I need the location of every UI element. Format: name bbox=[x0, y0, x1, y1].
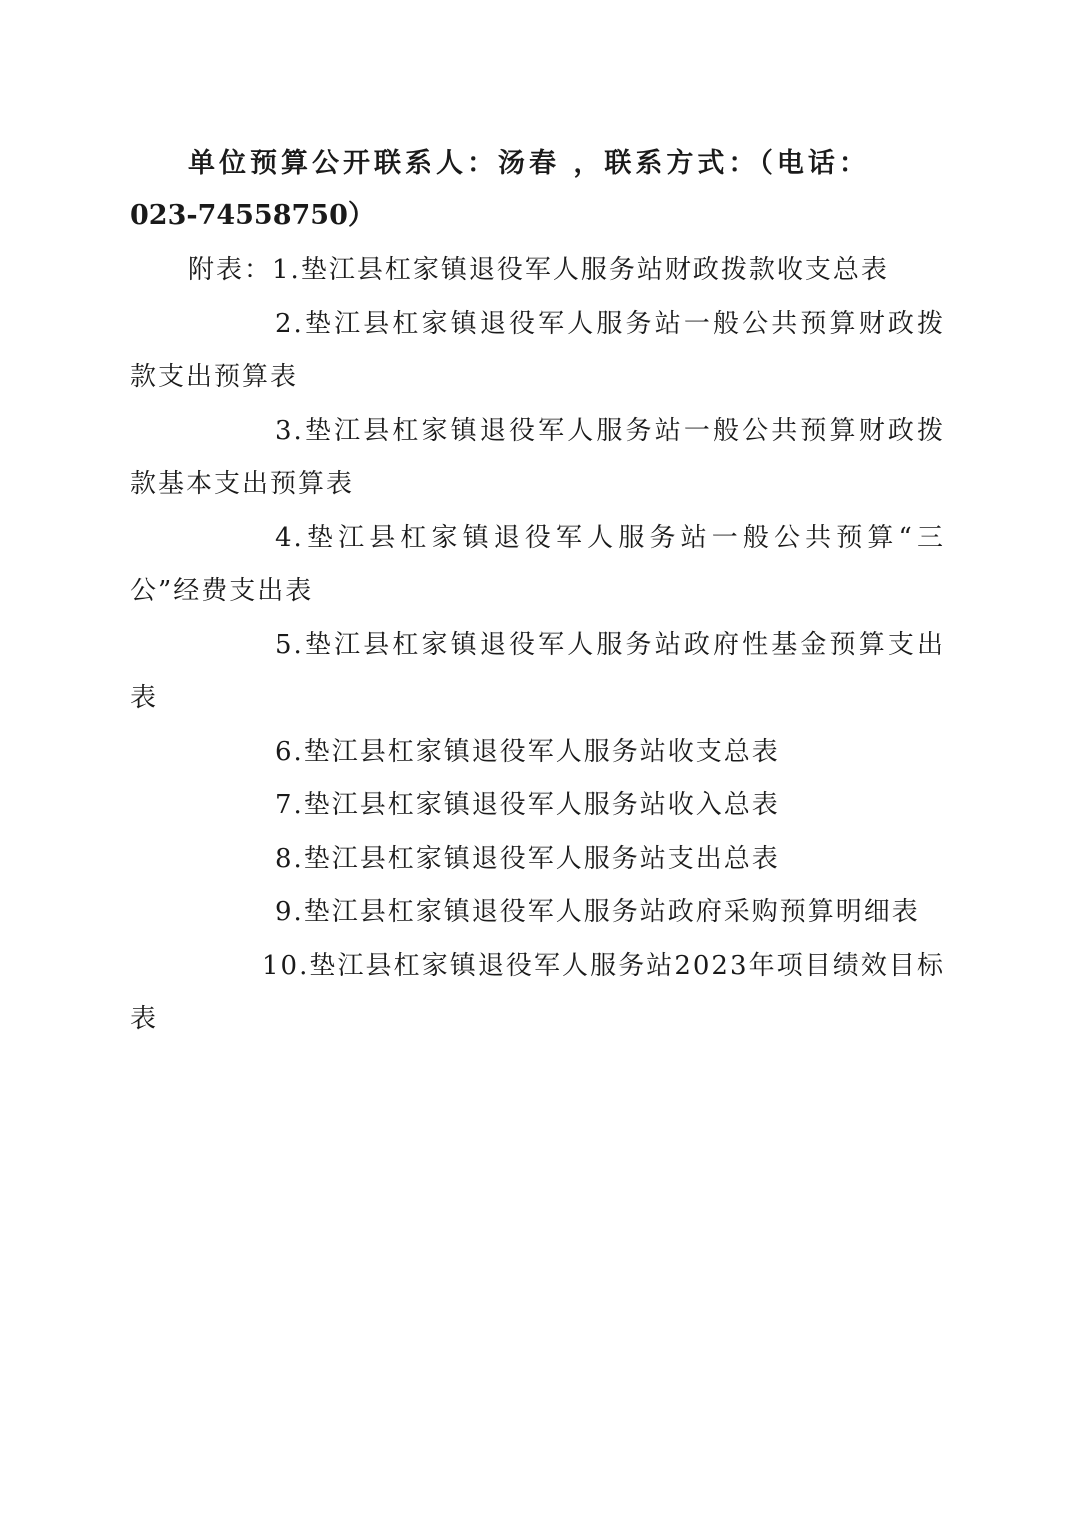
attachment-prefix: 附表： bbox=[188, 255, 273, 285]
attachment-item-8: 8.垫江县杠家镇退役军人服务站支出总表 bbox=[275, 843, 780, 874]
contact-label: 单位预算公开联系人：汤春 ，联系方式：（电话： bbox=[188, 148, 870, 179]
attachment-item-7: 7.垫江县杠家镇退役军人服务站收入总表 bbox=[275, 790, 780, 820]
attachment-item-2: 2.垫江县杠家镇退役军人服务站一般公共预算财政拨款支出预算表 bbox=[130, 308, 945, 392]
attachment-item-5: 5.垫江县杠家镇退役军人服务站政府性基金预算支出表 bbox=[130, 629, 945, 713]
attachment-item-label: 1.垫江县杠家镇退役军人服务站财政拨款收支总表 bbox=[272, 255, 889, 285]
attachment-item-9: 9.垫江县杠家镇退役军人服务站政府采购预算明细表 bbox=[275, 897, 920, 927]
attachment-item-3: 3.垫江县杠家镇退役军人服务站一般公共预算财政拨款基本支出预算表 bbox=[130, 415, 945, 499]
attachment-item-1 bbox=[130, 244, 945, 298]
contact-phone: 023-74558750） bbox=[130, 200, 375, 231]
attachment-item-4: 4.垫江县杠家镇退役军人服务站一般公共预算“三公”经费支出表 bbox=[130, 522, 945, 606]
contact-paragraph bbox=[130, 138, 945, 242]
attachment-item-10: 10.垫江县杠家镇退役军人服务站2023年项目绩效目标表 bbox=[130, 950, 945, 1034]
attachment-item-6: 6.垫江县杠家镇退役军人服务站收支总表 bbox=[275, 736, 780, 767]
attachment-list bbox=[130, 244, 945, 1047]
